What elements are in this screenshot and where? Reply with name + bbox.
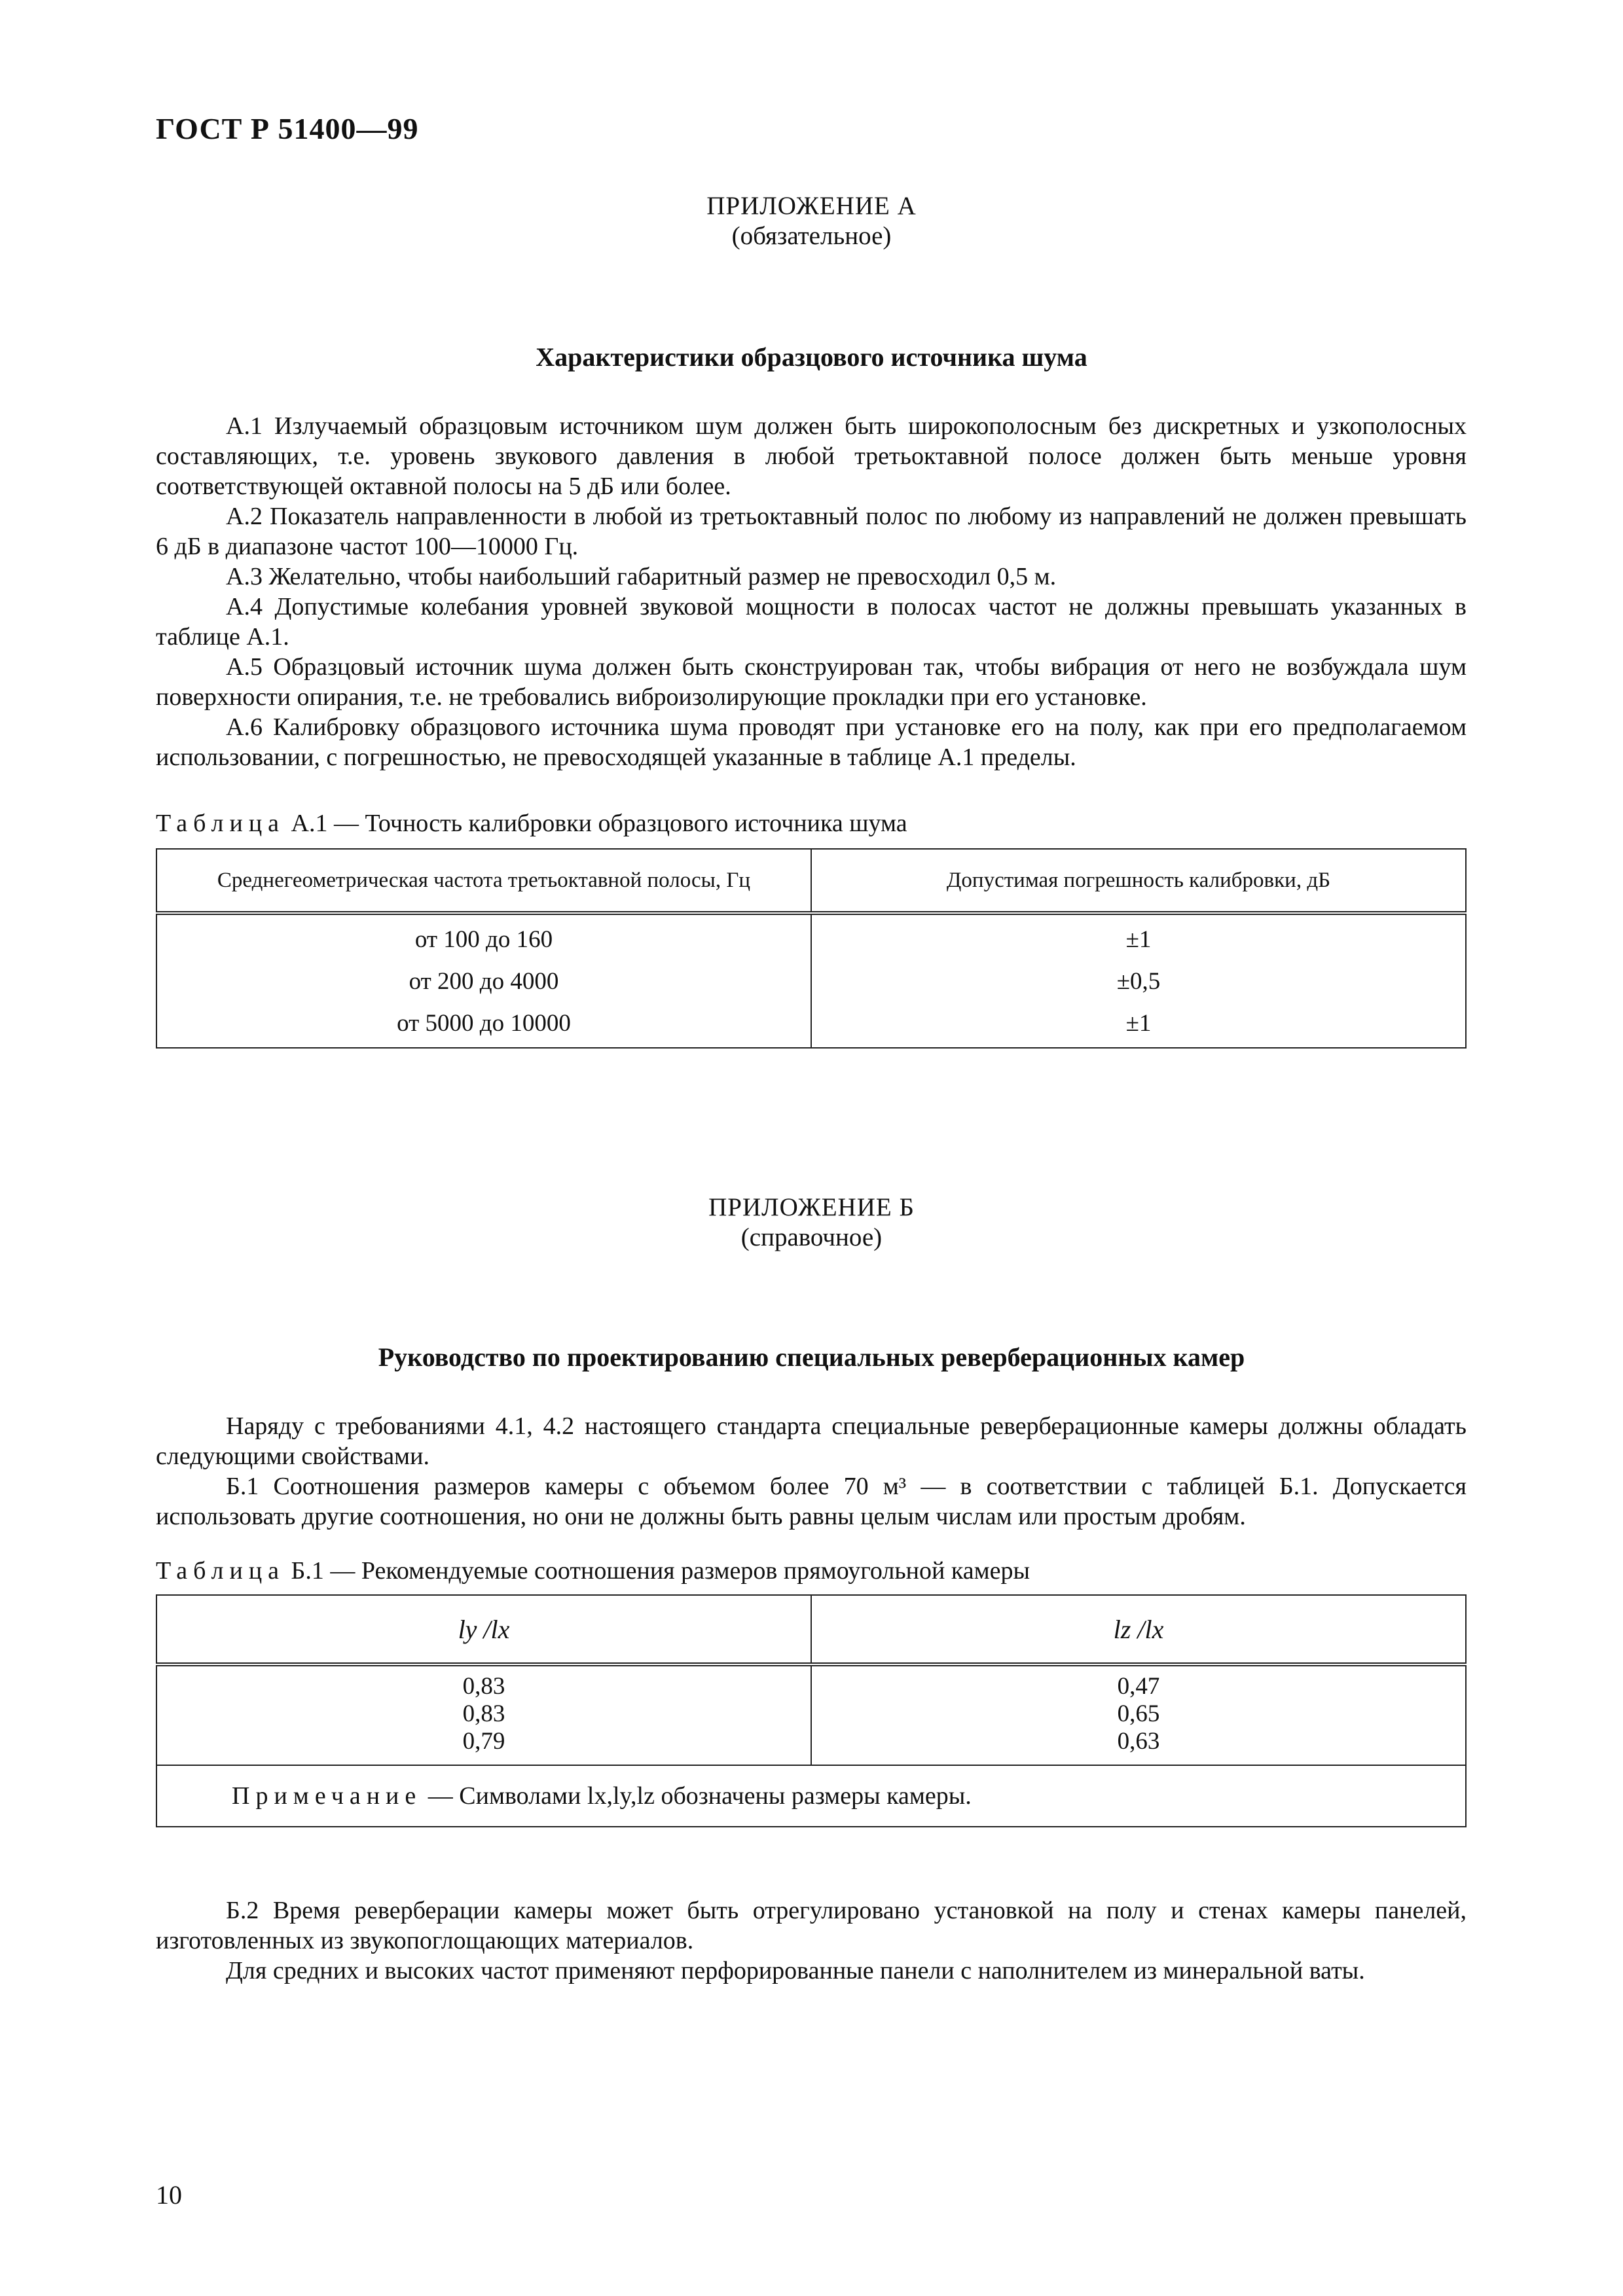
table-a1-label: Таблица [156, 810, 285, 837]
appendix-a-title: ПРИЛОЖЕНИЕ А [706, 192, 917, 220]
paragraph-b2: Б.2 Время реверберации камеры может быть отрегулировано установкой на полу и стенах камеры панелей, изготовленных из звукопоглощающих материалов. [156, 1897, 1467, 1954]
table-note-row [156, 1765, 1466, 1827]
paragraph-a4: А.4 Допустимые колебания уровней звуковой мощности в полосах частот не должны превышать указанных в таблице А.1. [156, 593, 1467, 651]
paragraph-a1: А.1 Излучаемый образцовым источником шум должен быть широкополосным без дискретных и узкополосных составляющих, т.е. уровень звукового давления в любой третьоктавной полосе должен быть меньше уровня соответствующей октавной полосы на 5 дБ или более. [156, 412, 1467, 500]
paragraph-a3: А.3 Желательно, чтобы наибольший габаритный размер не превосходил 0,5 м. [226, 563, 1057, 590]
table-cell: 0,47 [1117, 1673, 1160, 1700]
table-cell: ±1 [1125, 926, 1152, 953]
table-b1-ly-lx-column [156, 1664, 811, 1765]
appendix-b-heading: Руководство по проектированию специальных реверберационных камер [378, 1342, 1245, 1372]
note-label: Примечание [232, 1782, 422, 1810]
appendix-b-outro [156, 1895, 1467, 1986]
table-row [156, 1664, 1466, 1765]
appendix-a-heading: Характеристики образцового источника шума [536, 342, 1087, 372]
appendix-b-title: ПРИЛОЖЕНИЕ Б [708, 1193, 915, 1221]
appendix-b-intro [156, 1411, 1467, 1532]
paragraph-b2-continued: Для средних и высоких частот применяют перфорированные панели с наполнителем из минеральной ваты. [226, 1957, 1365, 1984]
table-a1-header-error: Допустимая погрешность калибровки, дБ [811, 849, 1466, 913]
table-a1-header-frequency: Среднегеометрическая частота третьоктавной полосы, Гц [156, 849, 811, 913]
paragraph-a6: А.6 Калибровку образцового источника шума проводят при установке его на полу, как при его предполагаемом использовании, с погрешностью, не превосходящей указанные в таблице А.1 пределы. [156, 713, 1467, 771]
table-cell: 0,83 [462, 1700, 505, 1727]
table-b1-header-ly-lx: ly /lx [156, 1595, 811, 1664]
table-b1-lz-lx-column [811, 1664, 1466, 1765]
appendix-b-status: (справочное) [740, 1223, 883, 1251]
table-cell: от 5000 до 10000 [397, 1010, 571, 1037]
table-cell: 0,83 [462, 1673, 505, 1700]
table-a1-title: А.1 — Точность калибровки образцового источника шума [291, 810, 907, 837]
table-cell: от 100 до 160 [414, 926, 553, 953]
paragraph-a5: А.5 Образцовый источник шума должен быть сконструирован так, чтобы вибрация от него не возбуждала шум поверхности опирания, т.е. не требовались виброизолирующие прокладки при его установке. [156, 653, 1467, 711]
document-code: ГОСТ Р 51400—99 [156, 112, 419, 145]
appendix-a-status: (обязательное) [731, 222, 892, 250]
table-a1-error-column [811, 913, 1466, 1048]
table-cell: 0,79 [462, 1728, 505, 1755]
page-number: 10 [156, 2180, 182, 2210]
table-a1 [156, 848, 1467, 1049]
paragraph-a2: А.2 Показатель направленности в любой из третьоктавный полос по любому из направлений не должен превышать 6 дБ в диапазоне частот 100—10000 Гц. [156, 503, 1467, 560]
table-b1-header-lz-lx: lz /lx [811, 1595, 1466, 1664]
table-cell: 0,65 [1117, 1700, 1160, 1727]
table-cell: ±1 [1125, 1010, 1152, 1037]
table-cell: от 200 до 4000 [409, 968, 559, 995]
table-cell: ±0,5 [1116, 968, 1161, 995]
paragraph-b-intro: Наряду с требованиями 4.1, 4.2 настоящего стандарта специальные реверберационные камеры должны обладать следующими свойствами. [156, 1412, 1467, 1470]
table-b1-label: Таблица [156, 1557, 285, 1585]
table-row [156, 913, 1466, 1048]
table-a1-frequency-column [156, 913, 811, 1048]
paragraph-b1: Б.1 Соотношения размеров камеры с объемом более 70 м³ — в соответствии с таблицей Б.1. Допускается использовать другие соотношения, но они не должны быть равны целым числам или простым дробям. [156, 1473, 1467, 1530]
table-b1-title: Б.1 — Рекомендуемые соотношения размеров прямоугольной камеры [291, 1557, 1030, 1585]
note-text: — Символами lx,ly,lz обозначены размеры камеры. [428, 1782, 972, 1810]
table-b1-note [156, 1765, 1466, 1827]
table-a1-caption [156, 809, 907, 838]
table-b1-caption [156, 1556, 1030, 1585]
table-b1 [156, 1594, 1467, 1827]
appendix-a-text [156, 411, 1467, 772]
table-cell: 0,63 [1117, 1728, 1160, 1755]
